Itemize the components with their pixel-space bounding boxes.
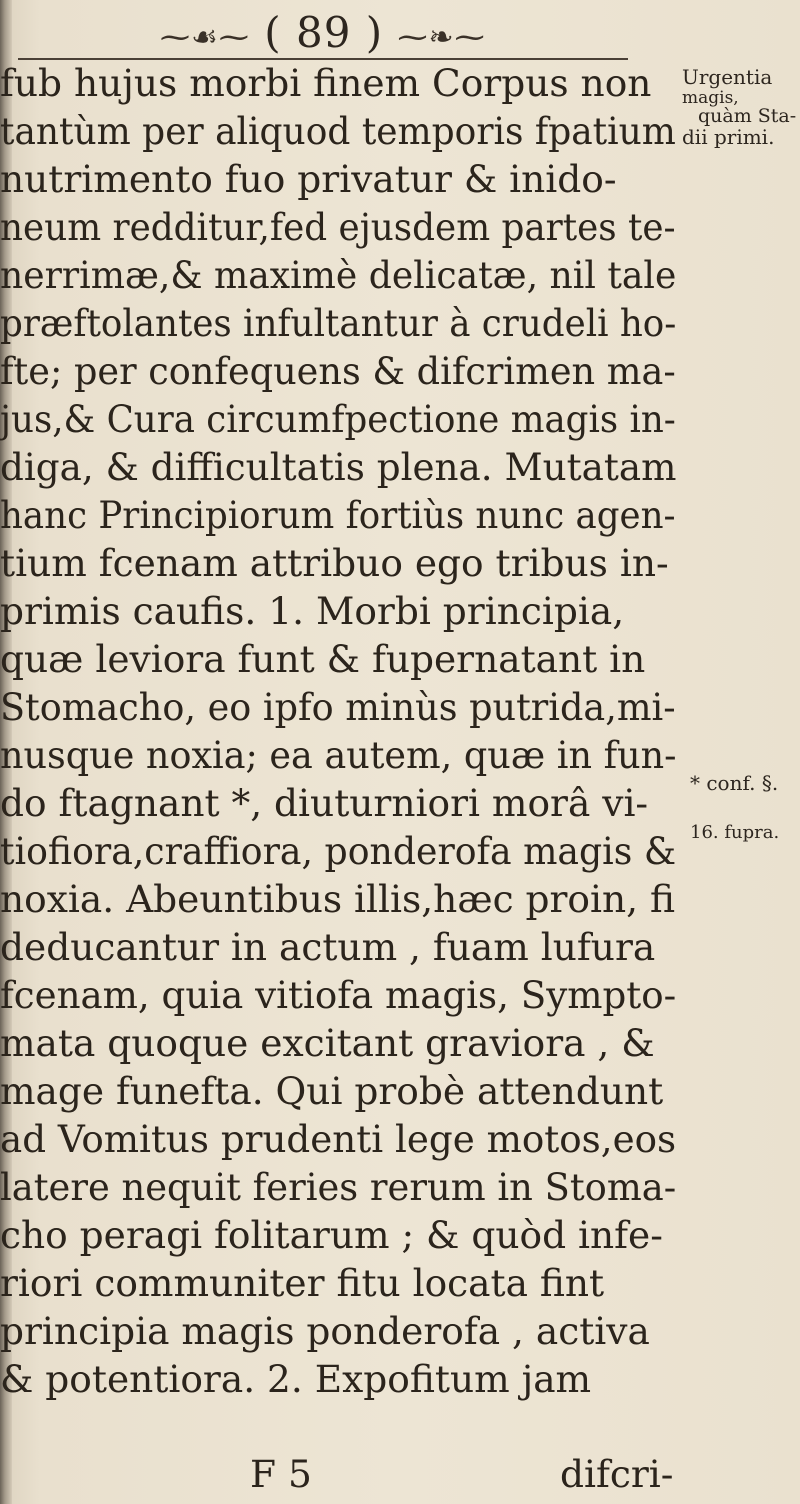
text-line: fcenam, quia vitiofa magis, Sympto-: [0, 973, 677, 1017]
text-line: Stomacho, eo ipfo minùs putrida,mi-: [0, 685, 676, 729]
text-line: tiofiora,craffiora, ponderofa magis &: [0, 829, 677, 873]
text-line: tium fcenam attribuo ego tribus in-: [0, 541, 669, 585]
text-line: præftolantes infultantur à crudeli ho-: [0, 301, 677, 345]
text-line: ad Vomitus prudenti lege motos,eos: [0, 1117, 677, 1161]
text-line: jus,& Cura circumfpectione magis in-: [0, 397, 676, 441]
text-line: fte; per confequens & difcrimen ma-: [0, 349, 676, 393]
page-number: ( 89 ): [264, 8, 384, 57]
text-line: cho peragi folitarum ; & quòd infe-: [0, 1213, 663, 1257]
text-line: do ftagnant *, diuturniori morâ vi-: [0, 781, 649, 825]
text-line: mata quoque excitant graviora , &: [0, 1021, 655, 1065]
text-line: nutrimento fuo privatur & inido-: [0, 157, 617, 201]
text-line: principia magis ponderofa , activa: [0, 1309, 650, 1353]
text-line: primis caufis. 1. Morbi principia,: [0, 589, 625, 633]
text-line: mage funefta. Qui probè attendunt: [0, 1069, 664, 1113]
header-rule: [18, 58, 628, 60]
margin-note-line: 16. fupra.: [690, 822, 780, 843]
margin-note-line: * conf. §.: [690, 771, 779, 795]
margin-note-line: quàm Sta-: [698, 105, 797, 127]
header-right-ornament: ⁓❧⁓: [397, 20, 486, 55]
text-line: latere nequit feries rerum in Stoma-: [0, 1165, 677, 1209]
catchword: difcri-: [560, 1452, 674, 1496]
text-line: hanc Principiorum fortiùs nunc agen-: [0, 493, 676, 537]
text-line: quæ leviora funt & fupernatant in: [0, 637, 646, 681]
text-line: riori communiter fitu locata fint: [0, 1261, 605, 1305]
margin-note-line: dii primi.: [682, 125, 775, 149]
text-line: nerrimæ,& maximè delicatæ, nil tale: [0, 253, 677, 297]
text-line: diga, & difficultatis plena. Mutatam: [0, 445, 677, 489]
margin-note-line: Urgentia: [682, 65, 773, 89]
text-line: noxia. Abeuntibus illis,hæc proin, fi: [0, 877, 675, 921]
margin-note-line: magis,: [682, 88, 739, 108]
text-line: deducantur in actum , fuam lufura: [0, 925, 656, 969]
signature-mark: F 5: [250, 1452, 312, 1496]
text-line: tantùm per aliquod temporis fpatium: [0, 109, 676, 153]
header-left-ornament: ⁓☙⁓: [160, 20, 250, 55]
page-header: [160, 8, 520, 58]
text-line: fub hujus morbi finem Corpus non: [0, 61, 652, 105]
text-line: nusque noxia; ea autem, quæ in fun-: [0, 733, 677, 777]
text-line: & potentiora. 2. Expofitum jam: [0, 1357, 592, 1401]
text-line: neum redditur,fed ejusdem partes te-: [0, 205, 676, 249]
